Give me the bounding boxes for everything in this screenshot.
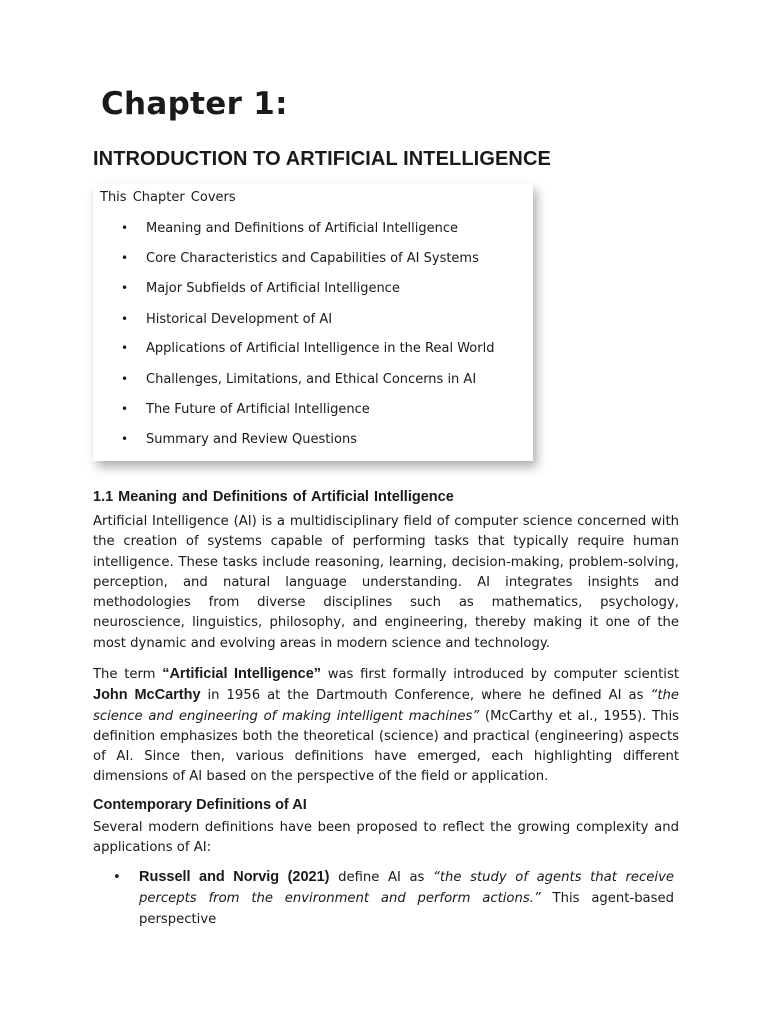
bullet-icon: • xyxy=(121,312,129,326)
author-name: Russell and Norvig (2021) xyxy=(139,869,330,885)
bullet-icon: • xyxy=(121,341,129,355)
document-page: Chapter 1: INTRODUCTION TO ARTIFICIAL INTELLIGENCE This Chapter Covers • Meaning and Definitions of Artificial Intelligence • Core Characteristics and Capabilities of AI Systems • Major Subfields of Artificial Intelligence • Historical Development of AI • Applications of Artificial Intelligence in the Real World • Challenges, Limitations, and Ethical Concerns in AI • The Future of Artificial Intelligence • Summary and Review Questions 1.1 Meaning and Definitions of Artificial Intelligence Artificial Intelligence (AI) is a multidisciplinary field of computer science concerned with the creation of systems capable of performing tasks that typically require human intelligence. These tasks include reasoning, learning, decision-making, problem-solving, perception, and natural language understanding. AI integrates insights and methodologies from diverse disciplines such as mathematics, psychology, neuroscience, linguistics, philosophy, and engineering, thereby making it one of the most dynamic and evolving areas in modern science and technology. The term “Artificial Intelligence” was first formally introduced by computer scientist John McCarthy in 1956 at the Dartmouth Conference, where he defined AI as “the science and engineering of making intelligent machines” (McCarthy et al., 1955). This definition emphasizes both the theoretical (science) and practical (engineering) aspects of AI. Since then, various definitions have emerged, each highlighting different dimensions of AI based on the perspective of the field or application. Contemporary Definitions of AI Several modern definitions have been proposed to reflect the growing complexity and applications of AI: • Russell and Norvig (2021) define AI as “the study of agents that receive percepts from the environment and perform actions.” This agent-based perspective xyxy=(93,86,680,927)
definition-quote: “the science and engineering of making intelligent machines” xyxy=(93,688,679,724)
bullet-icon: • xyxy=(121,432,129,446)
bullet-icon: • xyxy=(121,251,129,265)
bullet-icon: • xyxy=(121,221,129,235)
term-highlight: “Artificial Intelligence” xyxy=(162,666,322,682)
paragraph: Artificial Intelligence (AI) is a multidisciplinary field of computer science concerned with the creation of systems capable of performing tasks that typically require human intelligence. These tasks include reasoning, learning, decision-making, problem-solving, perception, and natural language understanding. AI integrates insights and methodologies from diverse disciplines such as mathematics, psychology, neuroscience, linguistics, philosophy, and engineering, thereby making it one of the most dynamic and evolving areas in modern science and technology. xyxy=(93,514,679,651)
chapter-title: Chapter 1: xyxy=(101,86,288,122)
bullet-icon: • xyxy=(113,870,121,885)
bullet-icon: • xyxy=(121,402,129,416)
paragraph: The term “Artificial Intelligence” was first formally introduced by computer scientist John McCarthy in 1956 at the Dartmouth Conference, where he defined AI as “the science and engineering of making intelligent machines” (McCarthy et al., 1955). This definition emphasizes both the theoretical (science) and practical (engineering) aspects of AI. Since then, various definitions have emerged, each highlighting different dimensions of AI based on the perspective of the field or application. xyxy=(93,666,680,785)
section-heading: 1.1 Meaning and Definitions of Artificial Intelligence xyxy=(93,489,454,505)
bullet-icon: • xyxy=(121,281,129,295)
paragraph: Several modern definitions have been proposed to reflect the growing complexity and applications of AI: xyxy=(93,820,679,856)
definition-quote: “the study of agents that receive percepts from the environment and perform actions.” xyxy=(139,870,674,906)
chapter-subtitle: INTRODUCTION TO ARTIFICIAL INTELLIGENCE xyxy=(93,148,551,170)
bullet-icon: • xyxy=(121,372,129,386)
chapter-covers-box: This Chapter Covers • Meaning and Definitions of Artificial Intelligence • Core Characteristics and Capabilities of AI Systems • Major Subfields of Artificial Intelligence • Historical Development of AI • Applications of Artificial Intelligence in the Real World • Challenges, Limitations, and Ethical Concerns in AI • The Future of Artificial Intelligence • Summary and Review Questions xyxy=(93,184,533,461)
covers-heading: This Chapter Covers xyxy=(100,190,236,205)
person-name: John McCarthy xyxy=(93,687,201,704)
subsection-heading: Contemporary Definitions of AI xyxy=(93,797,307,813)
